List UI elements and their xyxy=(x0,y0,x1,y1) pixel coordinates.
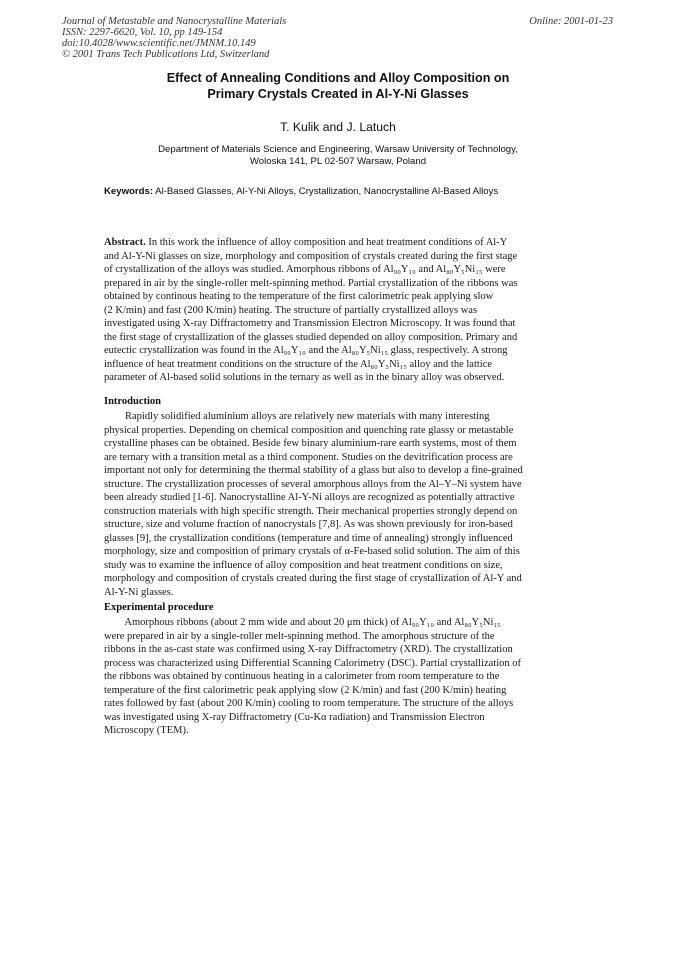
experimental-line: rates followed by fast (about 200 K/min) cooling to room temperature. The structure of the alloys xyxy=(104,698,514,709)
introduction-line: physical properties. Depending on chemical composition and quenching rate glassy or metastable xyxy=(104,424,514,436)
abstract-line: parameter of Al-based solid solutions in the ternary as well as in the binary alloy was observed. xyxy=(104,372,505,383)
journal-line: © 2001 Trans Tech Publications Ltd, Switzerland xyxy=(62,49,270,60)
journal-line: ISSN: 2297-6620, Vol. 10, pp 149-154 xyxy=(62,27,223,38)
keywords-label: Keywords: xyxy=(104,186,154,197)
introduction-line: morphology and composition of crystals created during the first stage of crystallization of Al-Y and xyxy=(104,573,522,584)
introduction-line: important not only for determining the thermal stability of a glass but also to develop a fine-grained xyxy=(104,465,523,476)
experimental-line: was investigated using X-ray Diffractometry (Cu-Kα radiation) and Transmission Electron xyxy=(104,711,485,723)
introduction-line: structure. The crystallization processes of several amorphous alloys from the Al–Y–Ni system have xyxy=(104,478,522,490)
title-line: Primary Crystals Created in Al-Y-Ni Glasses xyxy=(207,87,469,101)
abstract-line: (2 K/min) and fast (200 K/min) heating. The structure of partially crystallized alloys was xyxy=(104,304,478,316)
abstract-first-line xyxy=(104,236,548,250)
journal-line: doi:10.4028/www.scientific.net/JMNM.10.149 xyxy=(62,38,256,49)
abstract-line: eutectic crystallization was found in the Al₉₀Y₁₀ and the Al₈₀Y₅Ni₁₅ glass, respectively. A strong xyxy=(104,345,508,356)
abstract-label: Abstract. xyxy=(104,237,146,248)
keywords-text: Al-Based Glasses, Al-Y-Ni Alloys, Crystallization, Nanocrystalline Al-Based Alloys xyxy=(153,186,499,197)
affiliation-line: Woloska 141, PL 02-507 Warsaw, Poland xyxy=(249,156,427,167)
abstract-line: obtained by continous heating to the temperature of the first calorimetric peak applying slow xyxy=(104,291,494,302)
journal-header xyxy=(62,16,286,60)
experimental-line: ribbons in the as-cast state was confirmed using X-ray Diffractometry (XRD). The crystallization xyxy=(104,644,513,655)
journal-line: Journal of Metastable and Nanocrystalline Materials xyxy=(62,16,287,27)
abstract-line: and Al-Y-Ni glasses on size, morphology and composition of crystals created during the first stage xyxy=(104,250,518,262)
introduction-line: crystalline phases can be obtained. Beside few binary aluminium-rare earth systems, most of them xyxy=(104,438,517,449)
experimental-line: temperature of the first calorimetric peak applying slow (2 K/min) and fast (200 K/min) heating xyxy=(104,684,507,696)
online-date: Online: 2001-01-23 xyxy=(529,16,613,27)
abstract-line: the first stage of crystallization of the glasses studied depended on alloy composition. Primary and xyxy=(104,331,518,343)
abstract-line: investigated using X-ray Diffractometry and Transmission Electron Microscopy. It was found that xyxy=(104,318,516,329)
introduction-line: study was to examine the influence of alloy composition and heat treatment conditions on size, xyxy=(104,559,503,571)
experimental-line: Amorphous ribbons (about 2 mm wide and about 20 μm thick) of Al₉₀Y₁₀ and Al₈₀Y₅Ni₁₅ xyxy=(104,617,501,628)
experimental-body xyxy=(104,616,548,738)
introduction-body xyxy=(104,410,548,599)
introduction-line: glasses [9], the crystallization conditions (temperature and time of annealing) strongly influenced xyxy=(104,532,513,544)
experimental-line: the ribbons was obtained by continuous heating in a calorimeter from room temperature to the xyxy=(104,671,500,682)
introduction-heading: Introduction xyxy=(104,396,161,407)
experimental-line: process was characterized using Differential Scanning Calorimetry (DSC). Partial crystallization of xyxy=(104,657,522,669)
experimental-heading: Experimental procedure xyxy=(104,602,214,613)
paper-title xyxy=(100,70,576,102)
experimental-line: were prepared in air by a single-roller melt-spinning method. The amorphous structure of the xyxy=(104,630,495,642)
introduction-line: construction materials with high specific strength. Their mechanical properties strongly depend on xyxy=(104,505,518,517)
authors: T. Kulik and J. Latuch xyxy=(280,120,396,134)
introduction-line: morphology, size and composition of primary crystals of α-Fe-based solid solution. The aim of this xyxy=(104,546,520,557)
abstract-line: In this work the influence of alloy composition and heat treatment conditions of Al-Y xyxy=(145,237,508,248)
abstract-line: of crystallization of the alloys was studied. Amorphous ribbons of Al₉₀Y₁₀ and Al₈₀Y₅Ni₁₅ were xyxy=(104,264,506,275)
introduction-line: Rapidly solidified aluminium alloys are relatively new materials with many interesting xyxy=(104,411,490,422)
introduction-line: are ternary with a transition metal as a third component. Studies on the devitrification process are xyxy=(104,451,513,463)
introduction-line: structure, size and volume fraction of nanocrystals [7,8]. As was shown previously for iron-based xyxy=(104,519,513,530)
introduction-line: Al-Y-Ni glasses. xyxy=(104,586,174,598)
affiliation xyxy=(100,144,576,168)
abstract xyxy=(104,236,548,385)
abstract-line: influence of heat treatment conditions on the structure of the Al₈₀Y₅Ni₁₅ alloy and the lattice xyxy=(104,358,493,370)
affiliation-line: Department of Materials Science and Engineering, Warsaw University of Technology, xyxy=(158,144,518,155)
abstract-line: prepared in air by the single-roller melt-spinning method. Partial crystallization of the ribbons was xyxy=(104,277,518,289)
introduction-line: been already studied [1-6]. Nanocrystalline Al-Y-Ni alloys are recognized as potentially attractive xyxy=(104,492,515,503)
title-line: Effect of Annealing Conditions and Alloy Composition on xyxy=(166,71,510,85)
experimental-line: Microscopy (TEM). xyxy=(104,725,189,736)
keywords xyxy=(104,186,584,197)
